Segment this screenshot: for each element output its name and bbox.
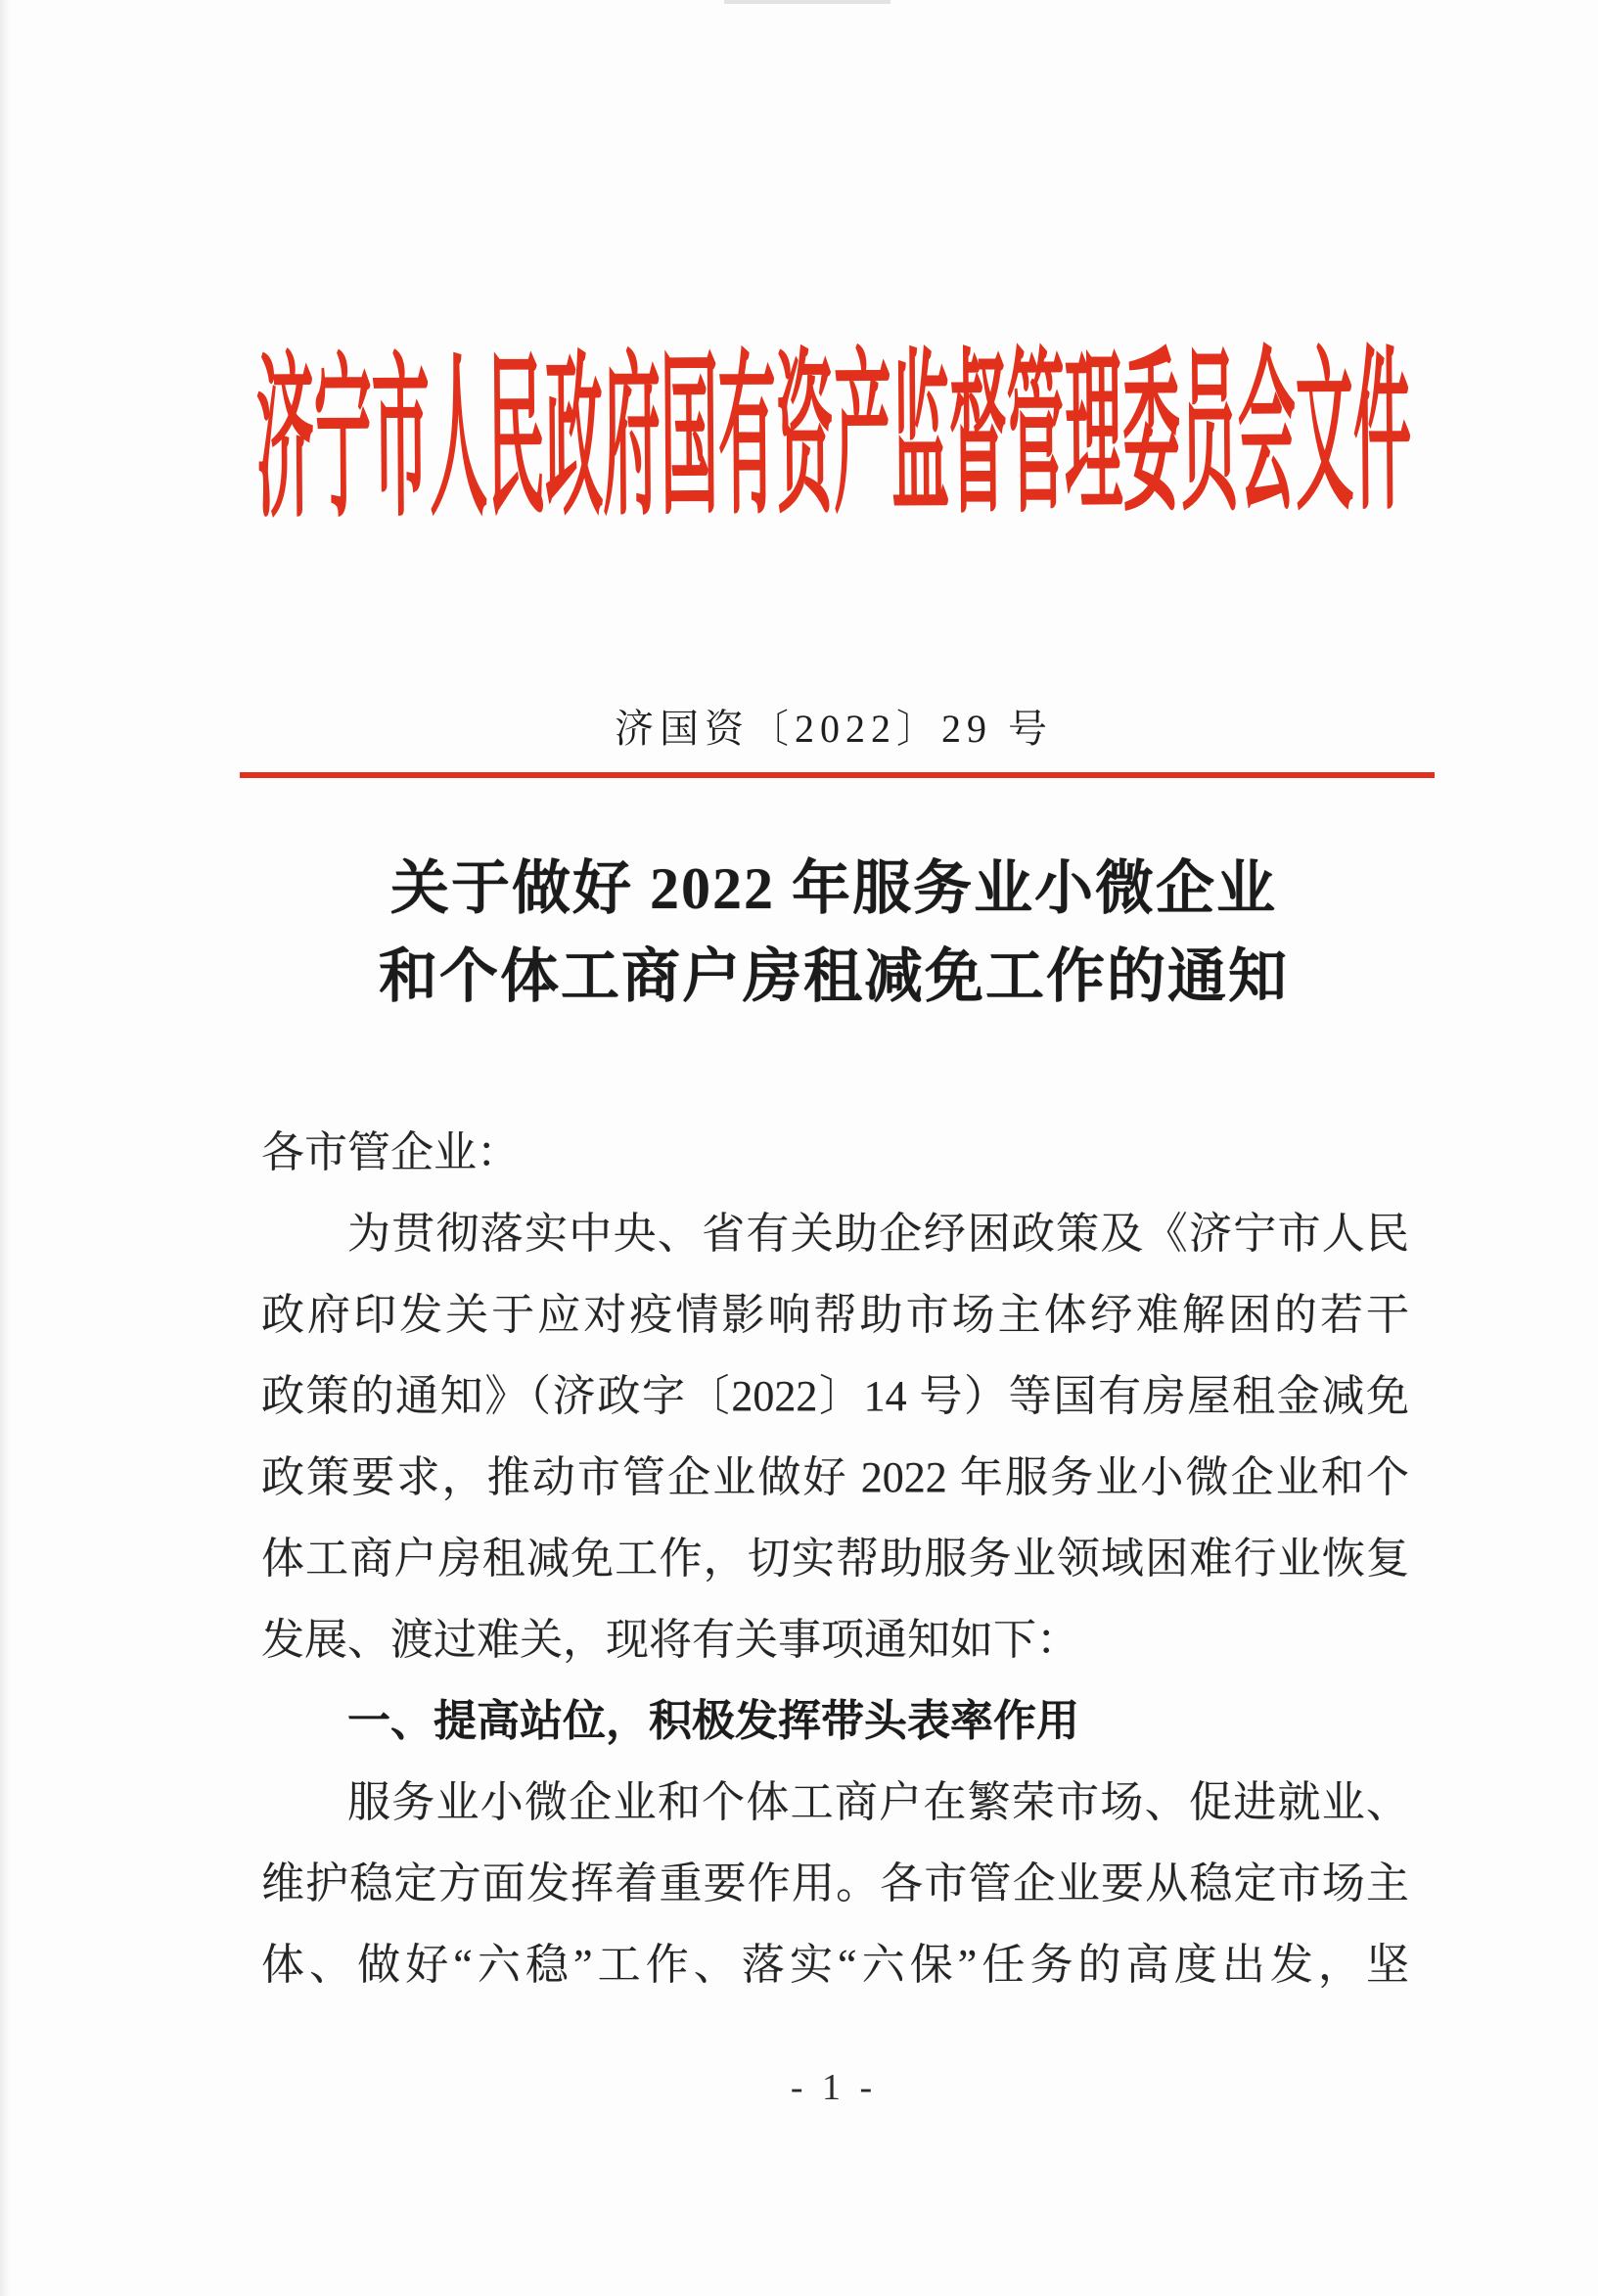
- page-number: - 1 -: [790, 2067, 878, 2108]
- title-line-2: 和个体工商户房租减免工作的通知: [379, 944, 1289, 1009]
- body-line: 服务业小微企业和个体工商户在繁荣市场、促进就业、: [347, 1778, 1409, 1826]
- title-line-1: 关于做好 2022 年服务业小微企业: [390, 856, 1277, 921]
- body-line: 体工商户房租减免工作，切实帮助服务业领域困难行业恢复: [261, 1535, 1409, 1583]
- body-line: 政府印发关于应对疫情影响帮助市场主体纾难解困的若干: [261, 1291, 1409, 1339]
- org-header-banner: 济宁市人民政府国有资产监督管理委员会文件: [255, 334, 1412, 539]
- body-line: 为贯彻落实中央、省有关助企纾困政策及《济宁市人民: [347, 1210, 1409, 1258]
- red-separator-line: [240, 772, 1435, 778]
- doc-number: 济国资〔2022〕29 号: [615, 707, 1053, 751]
- document-title: [0, 845, 1598, 1021]
- section-heading: 一、提高站位，积极发挥带头表率作用: [347, 1697, 1079, 1745]
- body-line: 维护稳定方面发挥着重要作用。各市管企业要从稳定市场主: [261, 1860, 1409, 1907]
- body-line: 政策要求，推动市管企业做好 2022 年服务业小微企业和个: [261, 1453, 1409, 1501]
- document-body: [261, 1112, 1409, 2005]
- body-line: 发展、渡过难关，现将有关事项通知如下：: [261, 1616, 1079, 1664]
- body-line: 体、做好“六稳”工作、落实“六保”任务的高度出发，坚: [261, 1941, 1409, 1989]
- salutation: 各市管企业：: [261, 1128, 520, 1176]
- body-line: 政策的通知》（济政字〔2022〕14 号）等国有房屋租金减免: [261, 1372, 1409, 1420]
